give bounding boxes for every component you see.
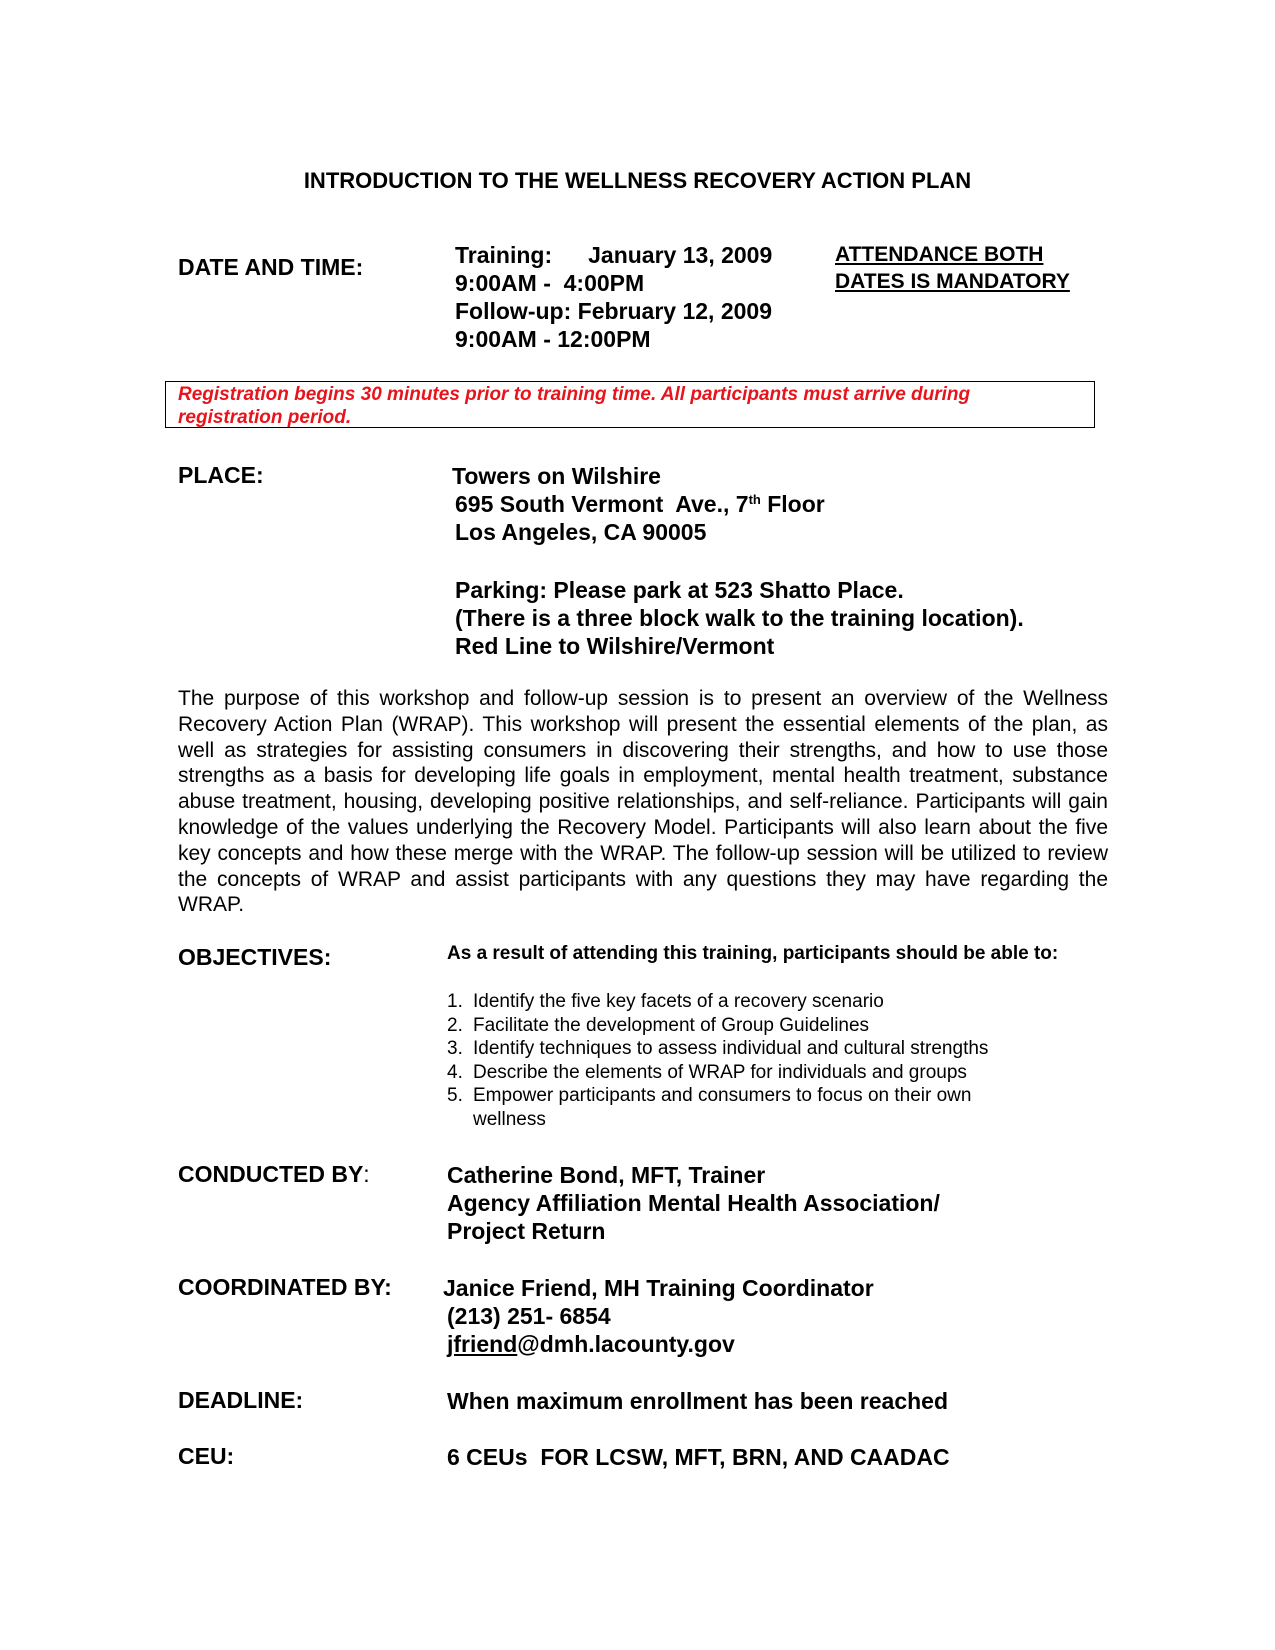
purpose-paragraph: The purpose of this workshop and follow-up session is to present an overview of the Wellness Recovery Action Plan (WRAP). This workshop will present the essential elements of the plan, as well as strategies for assisting consumers in discovering their strengths, and how to use those strengths as a basis for developing life goals in employment, mental health treatment, substance abuse treatment, housing, developing positive relationships, and self-reliance. Participants will gain knowledge of the values underlying the Recovery Model. Participants will also learn about the five key concepts and how these merge with the WRAP. The follow-up session will be utilized to review the concepts of WRAP and assist participants with any questions they may have regarding the WRAP.	[178, 687, 1108, 917]
coordinator-name: Janice Friend, MH Training Coordinator	[443, 1275, 874, 1301]
training-time: 9:00AM - 4:00PM	[455, 270, 645, 296]
coordinated-by-label: COORDINATED BY:	[178, 1274, 392, 1300]
training-schedule	[455, 241, 772, 353]
place-city: Los Angeles, CA 90005	[455, 519, 707, 545]
followup-line	[455, 297, 772, 325]
objectives-label: OBJECTIVES:	[178, 944, 332, 970]
conducted-by-text: CONDUCTED BY	[178, 1161, 364, 1187]
address-superscript: th	[748, 492, 761, 507]
followup-date: February 12, 2009	[577, 298, 772, 324]
coordinator-email[interactable]	[447, 1330, 735, 1358]
attendance-line-2: DATES IS MANDATORY	[835, 270, 1070, 293]
list-text: Facilitate the development of Group Guidelines	[473, 1014, 870, 1036]
email-domain[interactable]: @dmh.lacounty.gov	[517, 1331, 735, 1357]
conducted-by-label	[178, 1161, 370, 1188]
list-text: Describe the elements of WRAP for individuals and groups	[473, 1061, 967, 1083]
email-user[interactable]: jfriend	[447, 1331, 518, 1357]
deadline-value: When maximum enrollment has been reached	[447, 1388, 949, 1414]
list-item	[447, 1037, 1033, 1061]
list-item	[447, 1061, 1033, 1085]
conducted-by-colon: :	[363, 1161, 370, 1187]
walk-info: (There is a three block walk to the training location).	[455, 605, 1024, 631]
training-date: January 13, 2009	[588, 242, 773, 268]
followup-time: 9:00AM - 12:00PM	[455, 326, 651, 352]
trainer-name: Catherine Bond, MFT, Trainer	[447, 1162, 766, 1188]
ceu-label: CEU:	[178, 1443, 235, 1469]
list-text: Identify the five key facets of a recovery scenario	[473, 991, 884, 1012]
conducted-by-details	[447, 1161, 940, 1245]
registration-note: Registration begins 30 minutes prior to training time. All participants must arrive during registration period.	[178, 384, 971, 428]
document-title: INTRODUCTION TO THE WELLNESS RECOVERY ACTION PLAN	[303, 168, 972, 193]
place-name: Towers on Wilshire	[452, 463, 661, 489]
place-address	[455, 490, 825, 518]
training-label: Training:	[455, 242, 553, 268]
email-link[interactable]	[447, 1331, 735, 1357]
followup-label: Follow-up:	[455, 298, 572, 324]
attendance-line-1: ATTENDANCE BOTH	[835, 243, 1044, 266]
agency-affiliation: Agency Affiliation Mental Health Association/	[447, 1190, 940, 1216]
objectives-list	[447, 990, 1033, 1131]
address-floor: Floor	[760, 491, 825, 517]
coordinator-phone: (213) 251- 6854	[447, 1303, 611, 1329]
objectives-intro: As a result of attending this training, participants should be able to:	[447, 943, 1059, 964]
attendance-notice	[835, 241, 1070, 295]
date-time-label: DATE AND TIME:	[178, 254, 364, 280]
deadline-label: DEADLINE:	[178, 1387, 304, 1413]
list-text: Empower participants and consumers to focus on their own wellness	[473, 1085, 972, 1130]
list-number: 2.	[447, 1014, 463, 1036]
list-number: 1.	[447, 991, 463, 1012]
parking-info: Parking: Please park at 523 Shatto Place.	[455, 577, 904, 603]
transit-info: Red Line to Wilshire/Vermont	[455, 633, 775, 659]
ceu-value: 6 CEUs FOR LCSW, MFT, BRN, AND CAADAC	[447, 1444, 950, 1470]
list-item	[447, 1084, 1033, 1131]
place-label: PLACE:	[178, 462, 264, 488]
list-text: Identify techniques to assess individual and cultural strengths	[473, 1038, 989, 1059]
list-item	[447, 1014, 1033, 1038]
list-number: 5.	[447, 1085, 463, 1106]
list-number: 3.	[447, 1038, 463, 1059]
agency-project: Project Return	[447, 1218, 606, 1244]
training-line	[455, 241, 772, 269]
list-item	[447, 990, 1033, 1014]
list-number: 4.	[447, 1061, 463, 1083]
address-street: 695 South Vermont Ave., 7	[455, 491, 749, 517]
